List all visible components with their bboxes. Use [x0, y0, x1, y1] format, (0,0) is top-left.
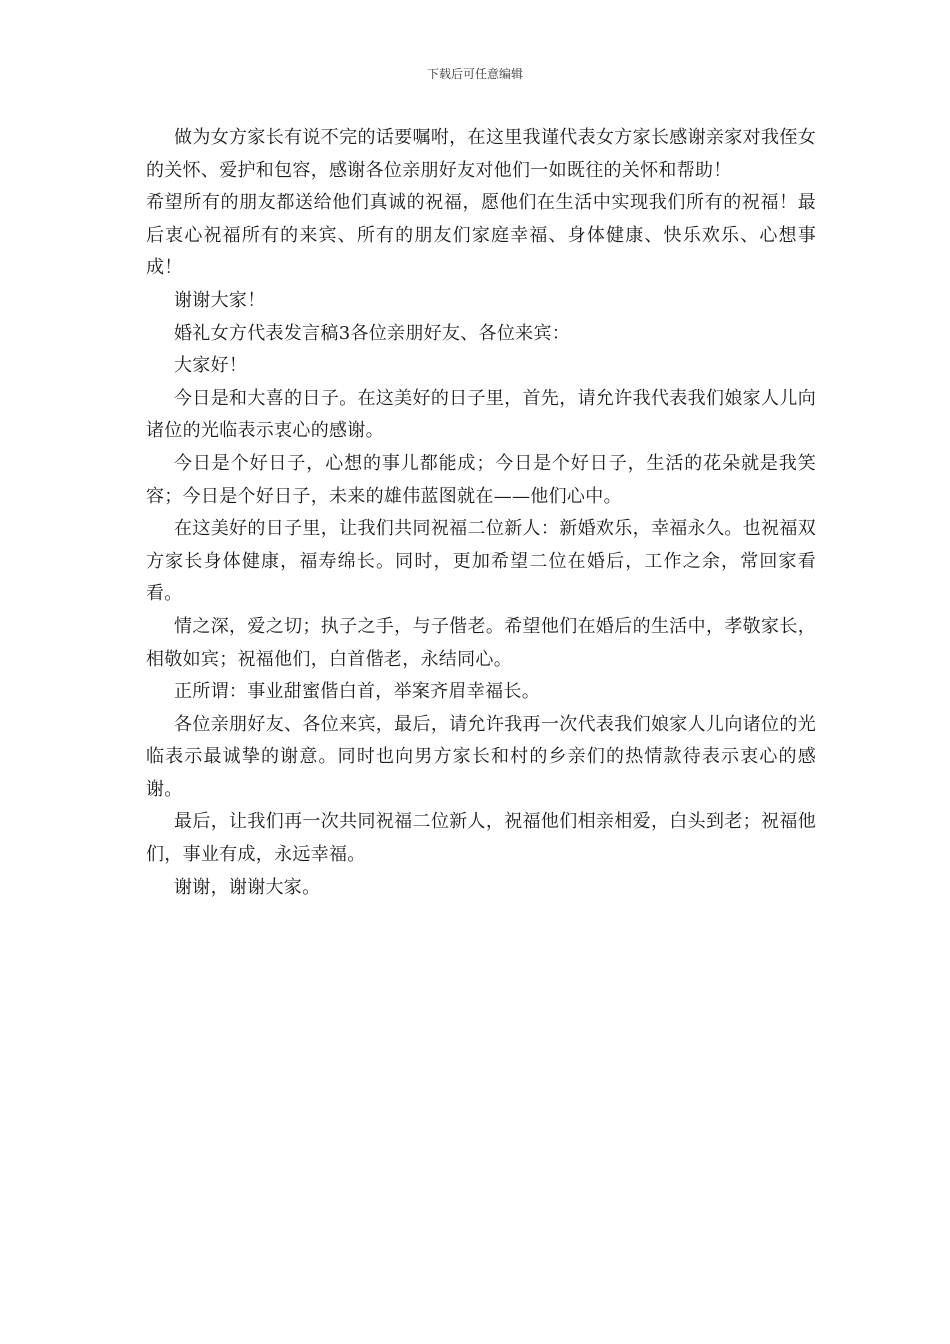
paragraph-8: 在这美好的日子里，让我们共同祝福二位新人：新婚欢乐，幸福永久。也祝福双方家长身体健康，福寿绵长。同时，更加希望二位在婚后，工作之余，常回家看看。	[146, 518, 816, 605]
paragraph-13: 谢谢，谢谢大家。	[174, 876, 321, 898]
paragraph-7: 今日是个好日子，心想的事儿都能成；今日是个好日子，生活的花朵就是我笑容；今日是个好日子，未来的雄伟蓝图就在——他们心中。	[146, 452, 816, 507]
paragraph-10: 正所谓：事业甜蜜偕白首，举案齐眉幸福长。	[174, 681, 540, 703]
paragraph-5: 大家好！	[174, 355, 248, 377]
paragraph-1: 做为女方家长有说不完的话要嘱咐，在这里我谨代表女方家长感谢亲家对我侄女的关怀、爱护和包容，感谢各位亲朋好友对他们一如既往的关怀和帮助！	[146, 127, 816, 181]
paragraph-4: 婚礼女方代表发言稿3各位亲朋好友、各位来宾：	[174, 322, 571, 344]
paragraph-3: 谢谢大家！	[174, 289, 266, 311]
page-header-note: 下载后可任意编辑	[426, 67, 523, 81]
paragraph-12: 最后，让我们再一次共同祝福二位新人，祝福他们相亲相爱，白头到老；祝福他们，事业有成，永远幸福。	[146, 811, 816, 866]
paragraph-2: 希望所有的朋友都送给他们真诚的祝福，愿他们在生活中实现我们所有的祝福！最后衷心祝福所有的来宾、所有的朋友们家庭幸福、身体健康、快乐欢乐、心想事成！	[146, 192, 816, 279]
paragraph-9: 情之深，爱之切；执子之手，与子偕老。希望他们在婚后的生活中，孝敬家长，相敬如宾；祝福他们，白首偕老，永结同心。	[146, 615, 816, 670]
paragraph-11: 各位亲朋好友、各位来宾，最后，请允许我再一次代表我们娘家人儿向诸位的光临表示最诚挚的谢意。同时也向男方家长和村的乡亲们的热情款待表示衷心的感谢。	[146, 713, 816, 800]
document-body	[146, 122, 816, 904]
paragraph-6: 今日是和大喜的日子。在这美好的日子里，首先，请允许我代表我们娘家人儿向诸位的光临表示衷心的感谢。	[146, 387, 816, 442]
